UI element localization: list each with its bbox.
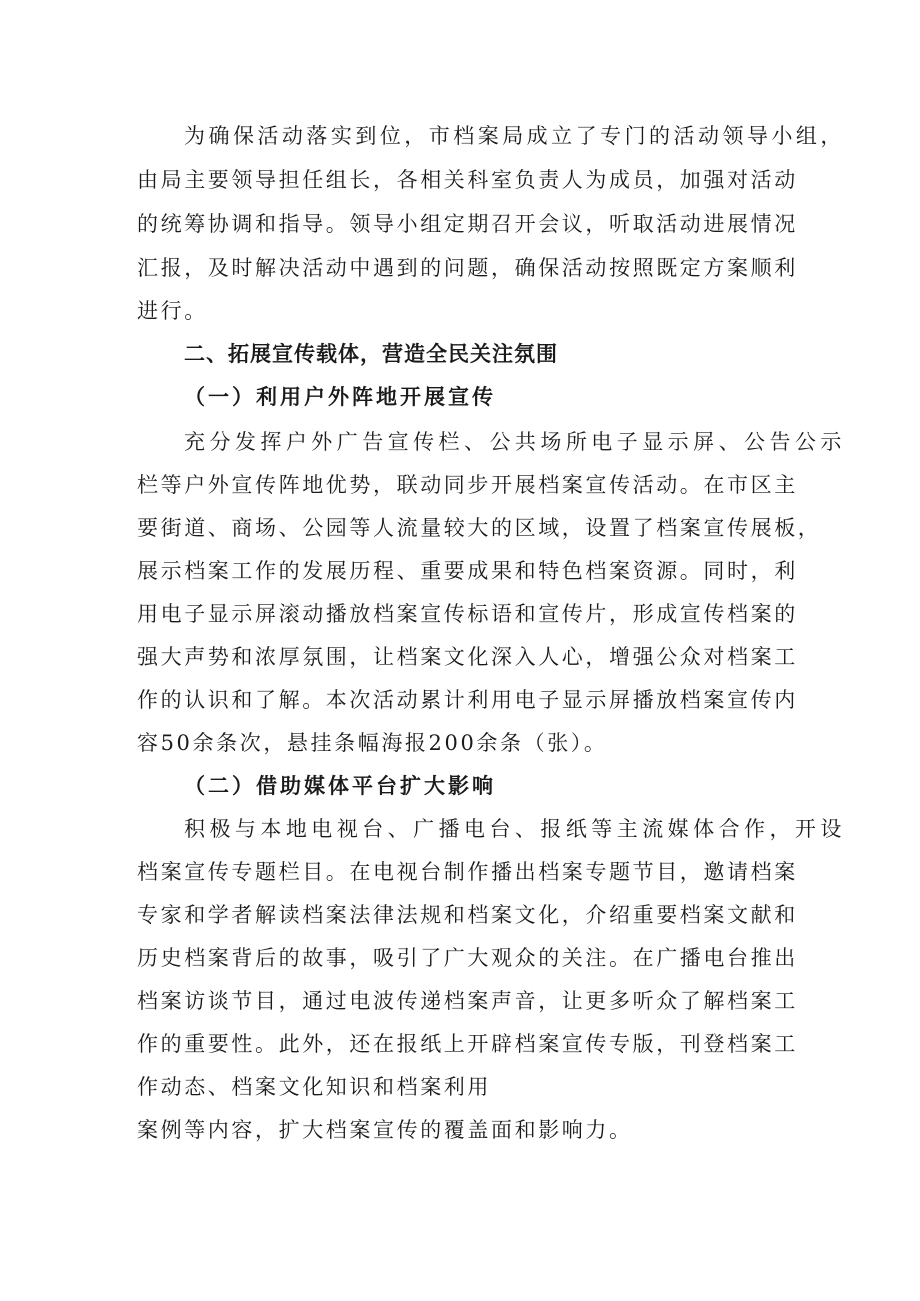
paragraph-line: 作的认识和了解。本次活动累计利用电子显示屏播放档案宣传内 <box>137 688 798 712</box>
subsection-heading: （一）利用户外阵地开展宣传 <box>184 384 496 409</box>
paragraph-line: 历史档案背后的故事，吸引了广大观众的关注。在广播电台推出 <box>137 946 798 970</box>
paragraph-line: 强大声势和浓厚氛围，让档案文化深入人心，增强公众对档案工 <box>137 645 798 669</box>
paragraph-line: 展示档案工作的发展历程、重要成果和特色档案资源。同时，利 <box>137 559 798 583</box>
paragraph-line: 案例等内容，扩大档案宣传的覆盖面和影响力。 <box>137 1118 633 1142</box>
paragraph-line: 专家和学者解读档案法律法规和档案文化，介绍重要档案文献和 <box>137 903 798 927</box>
paragraph-line: 档案宣传专题栏目。在电视台制作播出档案专题节目，邀请档案 <box>137 860 798 884</box>
paragraph-line: 栏等户外宣传阵地优势，联动同步开展档案宣传活动。在市区主 <box>137 473 798 497</box>
paragraph-line: 档案访谈节目，通过电波传递档案声音，让更多听众了解档案工 <box>137 989 798 1013</box>
paragraph-line: 的统筹协调和指导。领导小组定期召开会议，听取活动进展情况 <box>137 212 798 236</box>
paragraph-line: 作的重要性。此外，还在报纸上开辟档案宣传专版，刊登档案工 <box>137 1032 798 1056</box>
paragraph-line: 为确保活动落实到位，市档案局成立了专门的活动领导小组， <box>184 124 844 148</box>
paragraph-line: 用电子显示屏滚动播放档案宣传标语和宣传片，形成宣传档案的 <box>137 602 798 626</box>
paragraph-line: 充分发挥户外广告宣传栏、公共场所电子显示屏、公告公示 <box>184 430 844 454</box>
paragraph-line: 容50余条次，悬挂条幅海报200余条（张）。 <box>137 731 608 755</box>
section-heading: 二、拓展宣传载体，营造全民关注氛围 <box>184 342 558 366</box>
paragraph-line: 要街道、商场、公园等人流量较大的区域，设置了档案宣传展板， <box>137 516 822 540</box>
paragraph-line: 进行。 <box>137 299 208 323</box>
paragraph-line: 由局主要领导担任组长，各相关科室负责人为成员，加强对活动 <box>137 168 798 192</box>
paragraph-line: 汇报，及时解决活动中遇到的问题，确保活动按照既定方案顺利 <box>137 256 798 280</box>
paragraph-line: 作动态、档案文化知识和档案利用 <box>137 1075 491 1099</box>
paragraph-line: 积极与本地电视台、广播电台、报纸等主流媒体合作，开设 <box>184 817 844 841</box>
subsection-heading: （二）借助媒体平台扩大影响 <box>184 773 496 798</box>
